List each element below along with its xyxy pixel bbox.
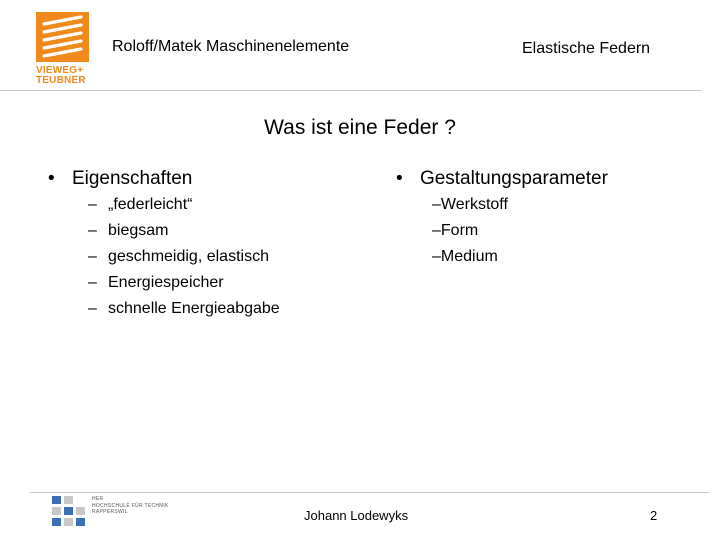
list-item: – „federleicht“	[88, 196, 193, 213]
list-item-label: „federleicht“	[108, 196, 193, 213]
header-chapter-title: Elastische Federn	[522, 40, 651, 57]
slide-title: Was ist eine Feder ?	[264, 116, 456, 139]
right-bullet	[396, 168, 608, 190]
header-divider	[0, 90, 702, 91]
list-item-label: biegsam	[108, 222, 169, 239]
list-item: – biegsam	[88, 222, 169, 239]
list-item-label: schnelle Energieabgabe	[108, 300, 280, 317]
right-bullet-label: Gestaltungsparameter	[419, 168, 608, 189]
logo-wordmark	[36, 66, 98, 86]
institution-line-2: HOCHSCHULE FÜR TECHNIK	[92, 502, 169, 509]
hsr-logo-icon	[52, 496, 86, 526]
list-item: –Medium	[432, 248, 498, 265]
left-bullet-label: Eigenschaften	[71, 168, 193, 189]
logo-line-2: TEUBNER	[36, 75, 86, 86]
left-bullet	[48, 168, 192, 190]
page-number: 2	[650, 508, 658, 523]
list-item-label: Energiespeicher	[108, 274, 224, 291]
logo-line-1: VIEWEG+	[36, 65, 84, 76]
footer-divider	[30, 492, 710, 493]
vieweg-teubner-logo	[36, 12, 89, 62]
footer-author: Johann Lodewyks	[304, 508, 409, 523]
bullet-dot: •	[396, 168, 403, 189]
institution-line-3: RAPPERSWIL	[92, 509, 128, 515]
list-item: – Energiespeicher	[88, 274, 224, 291]
spring-logo-icon	[36, 12, 89, 62]
list-item: –Werkstoff	[432, 196, 508, 213]
institution-name	[92, 496, 169, 516]
header-book-title: Roloff/Matek Maschinenelemente	[112, 38, 350, 55]
institution-line-1: HER	[92, 496, 104, 502]
bullet-dot: •	[48, 168, 55, 189]
list-item: – geschmeidig, elastisch	[88, 248, 269, 265]
list-item: – schnelle Energieabgabe	[88, 300, 280, 317]
list-item-label: geschmeidig, elastisch	[108, 248, 269, 265]
list-item: –Form	[432, 222, 479, 239]
